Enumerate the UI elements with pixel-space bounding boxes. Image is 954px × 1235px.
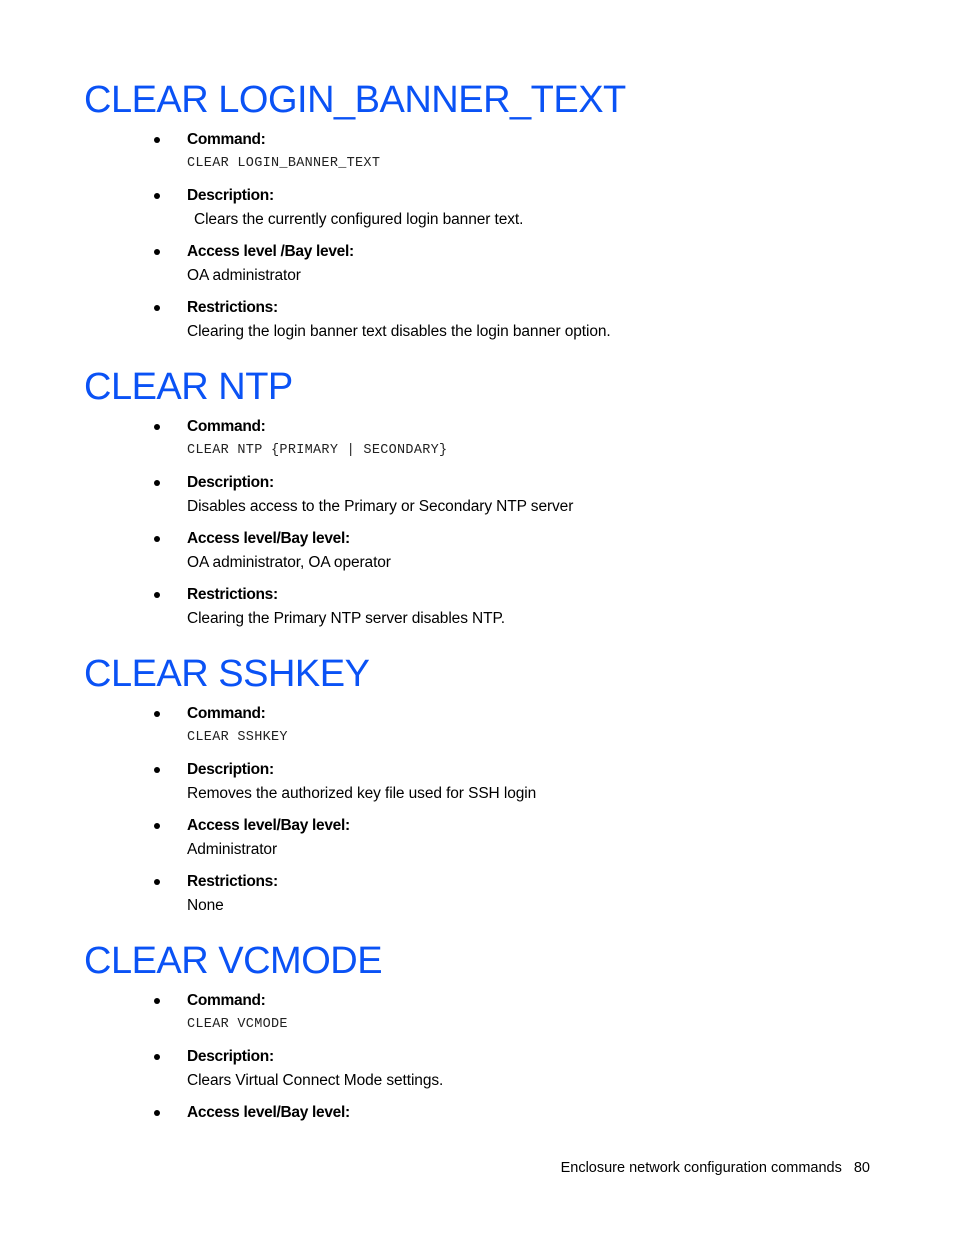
bullet-icon — [154, 1054, 160, 1060]
item-label: Description: — [187, 1048, 274, 1065]
item-label: Command: — [187, 131, 266, 148]
list-item-description — [84, 471, 884, 519]
item-value: Clearing the Primary NTP server disables NTP. — [187, 610, 505, 627]
bullet-icon — [154, 424, 160, 430]
item-label: Access level/Bay level: — [187, 530, 350, 547]
list-item-description — [84, 184, 884, 232]
bullet-icon — [154, 193, 160, 199]
bullet-icon — [154, 1110, 160, 1116]
section-heading: CLEAR LOGIN_BANNER_TEXT — [84, 79, 626, 121]
item-label: Access level/Bay level: — [187, 817, 350, 834]
item-label: Command: — [187, 992, 266, 1009]
item-label: Restrictions: — [187, 586, 278, 603]
section-clear-login-banner-text — [84, 78, 884, 352]
item-value: Clears Virtual Connect Mode settings. — [187, 1072, 444, 1089]
item-value: Clears the currently configured login banner text. — [194, 211, 524, 228]
section-clear-ntp — [84, 365, 884, 639]
list-item-access-level — [84, 527, 884, 575]
item-label: Description: — [187, 187, 274, 204]
item-value: OA administrator, OA operator — [187, 554, 391, 571]
list-item-restrictions — [84, 296, 884, 344]
item-value: Clearing the login banner text disables the login banner option. — [187, 323, 611, 340]
list-item-description — [84, 1045, 884, 1093]
bullet-icon — [154, 305, 160, 311]
list-item-access-level — [84, 1101, 884, 1125]
list-item-access-level — [84, 814, 884, 862]
item-label: Description: — [187, 474, 274, 491]
section-heading: CLEAR SSHKEY — [84, 653, 370, 695]
bullet-icon — [154, 711, 160, 717]
item-label: Command: — [187, 418, 266, 435]
list-item-command — [84, 128, 884, 176]
bullet-icon — [154, 998, 160, 1004]
page-footer — [561, 1156, 870, 1180]
item-value: CLEAR SSHKEY — [187, 730, 288, 745]
item-value: Disables access to the Primary or Secondary NTP server — [187, 498, 574, 515]
list-item-command — [84, 415, 884, 463]
detail-list — [84, 989, 884, 1125]
bullet-icon — [154, 536, 160, 542]
item-label: Access level/Bay level: — [187, 1104, 350, 1121]
footer-title: Enclosure network configuration commands — [560, 1160, 842, 1176]
page-number: 80 — [853, 1160, 870, 1176]
bullet-icon — [154, 879, 160, 885]
item-value: Administrator — [187, 841, 278, 858]
item-value: CLEAR NTP {PRIMARY | SECONDARY} — [187, 443, 448, 458]
list-item-restrictions — [84, 583, 884, 631]
bullet-icon — [154, 592, 160, 598]
item-label: Restrictions: — [187, 299, 278, 316]
detail-list — [84, 128, 884, 344]
bullet-icon — [154, 480, 160, 486]
bullet-icon — [154, 137, 160, 143]
item-value: CLEAR VCMODE — [187, 1017, 288, 1032]
item-value: None — [187, 897, 224, 914]
section-heading: CLEAR NTP — [84, 366, 293, 408]
list-item-description — [84, 758, 884, 806]
item-label: Access level /Bay level: — [187, 243, 354, 260]
section-heading: CLEAR VCMODE — [84, 940, 383, 982]
detail-list — [84, 415, 884, 631]
list-item-restrictions — [84, 870, 884, 918]
item-value: Removes the authorized key file used for SSH login — [187, 785, 537, 802]
list-item-command — [84, 989, 884, 1037]
item-value: OA administrator — [187, 267, 301, 284]
item-label: Restrictions: — [187, 873, 278, 890]
list-item-access-level — [84, 240, 884, 288]
section-clear-sshkey — [84, 652, 884, 926]
bullet-icon — [154, 823, 160, 829]
item-label: Command: — [187, 705, 266, 722]
item-label: Description: — [187, 761, 274, 778]
section-clear-vcmode — [84, 939, 884, 1125]
item-value: CLEAR LOGIN_BANNER_TEXT — [187, 156, 381, 171]
list-item-command — [84, 702, 884, 750]
bullet-icon — [154, 767, 160, 773]
detail-list — [84, 702, 884, 918]
bullet-icon — [154, 249, 160, 255]
